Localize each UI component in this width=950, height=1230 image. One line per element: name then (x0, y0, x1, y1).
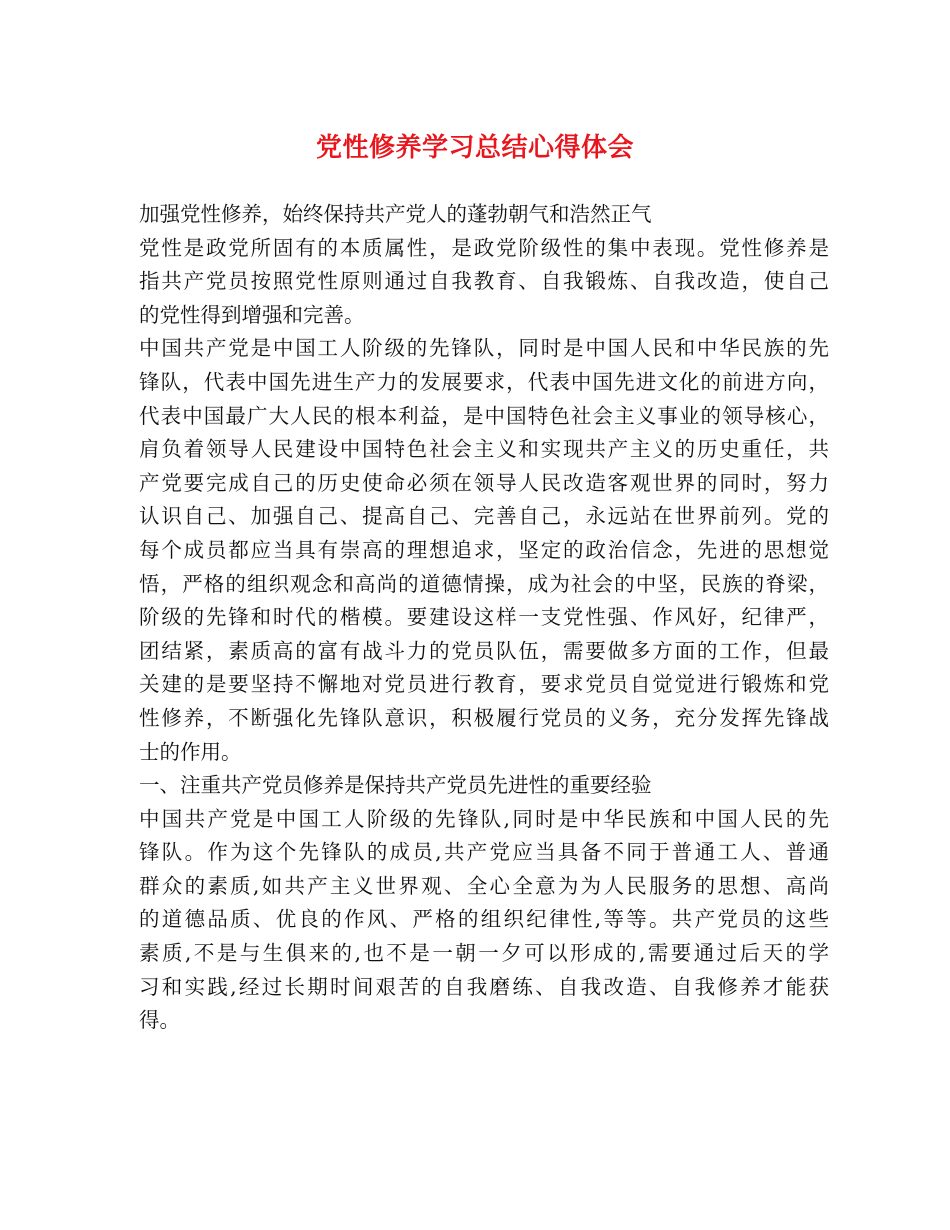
body-line: 团结紧，素质高的富有战斗力的党员队伍，需要做多方面的工作，但最 (139, 638, 829, 663)
body-line: 的道德品质、优良的作风、严格的组织纪律性,等等。共产党员的这些 (139, 907, 829, 932)
body-line: 中国共产党是中国工人阶级的先锋队,同时是中华民族和中国人民的先 (139, 806, 829, 831)
body-line: 关建的是要坚持不懈地对党员进行教育，要求党员自觉觉进行锻炼和党 (139, 672, 829, 697)
body-line: 党性是政党所固有的本质属性，是政党阶级性的集中表现。党性修养是 (139, 235, 829, 260)
body-line: 的党性得到增强和完善。 (139, 302, 365, 327)
body-line: 肩负着领导人民建设中国特色社会主义和实现共产主义的历史重任，共 (139, 437, 829, 462)
body-line: 锋队，代表中国先进生产力的发展要求，代表中国先进文化的前进方向， (139, 369, 829, 394)
body-line: 阶级的先锋和时代的楷模。要建设这样一支党性强、作风好，纪律严， (139, 605, 829, 630)
body-line: 产党要完成自己的历史使命必须在领导人民改造客观世界的同时，努力 (139, 470, 829, 495)
document-body (139, 198, 829, 1038)
body-line: 素质,不是与生俱来的,也不是一朝一夕可以形成的,需要通过后天的学 (139, 941, 829, 966)
body-line: 得。 (139, 1008, 180, 1033)
body-line: 锋队。作为这个先锋队的成员,共产党应当具备不同于普通工人、普通 (139, 840, 829, 865)
body-line: 士的作用。 (139, 739, 242, 764)
body-line: 代表中国最广大人民的根本利益，是中国特色社会主义事业的领导核心， (139, 403, 829, 428)
body-line: 认识自己、加强自己、提高自己、完善自己，永远站在世界前列。党的 (139, 504, 829, 529)
document-title: 党性修养学习总结心得体会 (315, 133, 634, 163)
body-line: 加强党性修养，始终保持共产党人的蓬勃朝气和浩然正气 (139, 202, 652, 226)
body-line: 性修养，不断强化先锋队意识，积极履行党员的义务，充分发挥先锋战 (139, 705, 829, 730)
body-line: 一、注重共产党员修养是保持共产党员先进性的重要经验 (139, 773, 652, 798)
body-line: 群众的素质,如共产主义世界观、全心全意为为人民服务的思想、高尚 (139, 873, 829, 898)
body-line: 悟，严格的组织观念和高尚的道德情操，成为社会的中坚，民族的脊梁， (139, 571, 829, 596)
body-line: 每个成员都应当具有崇高的理想追求，坚定的政治信念，先进的思想觉 (139, 537, 829, 562)
body-line: 中国共产党是中国工人阶级的先锋队，同时是中国人民和中华民族的先 (139, 336, 829, 361)
body-line: 指共产党员按照党性原则通过自我教育、自我锻炼、自我改造，使自己 (139, 269, 829, 294)
body-line: 习和实践,经过长期时间艰苦的自我磨练、自我改造、自我修养才能获 (139, 974, 829, 999)
